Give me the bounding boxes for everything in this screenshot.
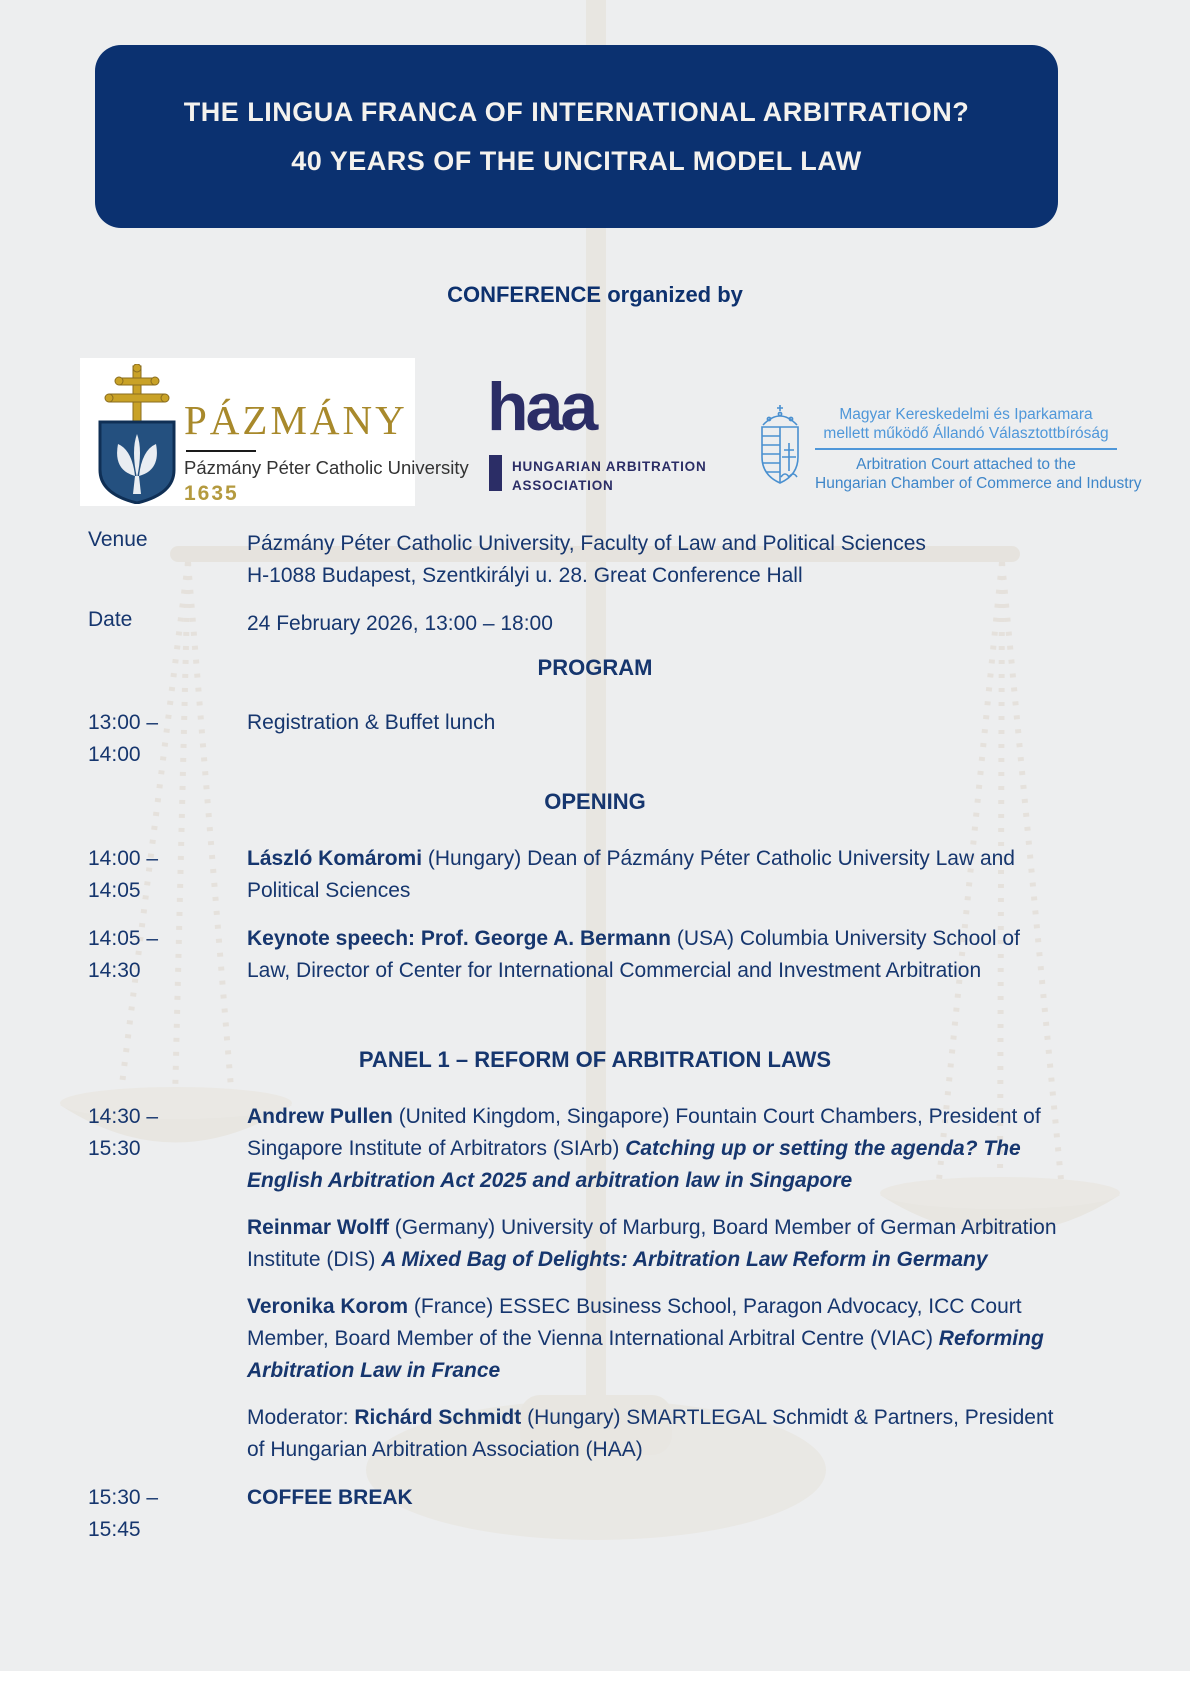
pazmany-logo-text [184,397,469,506]
haa-wordmark: haa [487,369,596,445]
program-row [88,1482,1088,1546]
session-description: Registration & Buffet lunch [247,711,496,734]
venue-line1: Pázmány Péter Catholic University, Faculty of Law and Political Sciences [247,532,926,555]
conference-title-line2: 40 YEARS OF THE UNCITRAL MODEL LAW [291,145,862,176]
pazmany-founding-year: 1635 [184,482,239,505]
pazmany-divider [186,450,256,452]
haa-caption [512,457,727,495]
session-time: 14:05 – 14:30 [88,927,159,982]
chamber-name-en-line1: Arbitration Court attached to the [856,456,1076,473]
session-time: 15:30 – 15:45 [88,1486,159,1541]
venue-line2: H-1088 Budapest, Szentkirályi u. 28. Great Conference Hall [247,564,803,587]
session-description: Keynote speech: Prof. George A. Bermann (USA) Columbia University School of Law, Director of Center for International Commercial and Investment Arbitration [247,927,1020,982]
venue-value [247,528,1057,592]
program-row [88,923,1088,995]
program-section-heading: OPENING [544,789,646,814]
session-time: 14:30 – 15:30 [88,1105,159,1160]
chamber-name-en-line2: Hungarian Chamber of Commerce and Industry [815,475,1142,492]
date-row [88,608,1088,640]
pazmany-university-name: Pázmány Péter Catholic University [184,457,469,478]
date-label: Date [88,608,133,631]
chamber-logo-text [815,405,1142,493]
haa-caption-line1: HUNGARIAN ARBITRATION [512,459,707,474]
conference-title-line1: THE LINGUA FRANCA OF INTERNATIONAL ARBITRATION? [183,96,970,127]
organizer-logos [0,355,1190,530]
program-section [88,655,1088,1554]
venue-label: Venue [88,528,148,551]
pazmany-crest-icon [94,364,180,504]
title-banner [95,45,1058,228]
program-row [88,707,1088,771]
haa-caption-line2: ASSOCIATION [512,478,614,493]
hungarian-coat-of-arms-icon [757,403,803,489]
haa-logo [487,369,727,495]
event-details [88,528,1088,656]
chamber-divider [815,448,1117,450]
pazmany-wordmark: PÁZMÁNY [184,397,408,443]
program-row [88,843,1088,915]
haa-logo-bar [489,455,502,491]
session-time: 14:00 – 14:05 [88,847,159,902]
date-value: 24 February 2026, 13:00 – 18:00 [247,612,553,635]
chamber-name-hu-line2: mellett működő Állandó Választottbíróság [823,425,1109,442]
organized-by-text: CONFERENCE organized by [447,282,743,307]
chamber-name-hu-line1: Magyar Kereskedelmi és Iparkamara [839,406,1093,423]
program-section-heading: PANEL 1 – REFORM OF ARBITRATION LAWS [358,1047,832,1072]
bottom-margin-strip [0,1671,1190,1683]
session-description: COFFEE BREAK [247,1486,413,1509]
session-description: László Komáromi (Hungary) Dean of Pázmány Péter Catholic University Law and Political Sciences [247,847,1015,902]
session-time: 13:00 – 14:00 [88,711,159,766]
session-description: Andrew Pullen (United Kingdom, Singapore) Fountain Court Chambers, President of Singapore Institute of Arbitrators (SIArb) Catching up or setting the agenda? The English Arbitration Act 2025 and arbitration law in Singapore Reinmar Wolff (Germany) University of Marburg, Board Member of German Arbitration Institute (DIS) A Mixed Bag of Delights: Arbitration Law Reform in Germany Veronika Korom (France) ESSEC Business School, Paragon Advocacy, ICC Court Member, Board Member of the Vienna International Arbitral Centre (VIAC) Reforming Arbitration Law in France Moderator: Richárd Schmidt (Hungary) SMARTLEGAL Schmidt & Partners, President of Hungarian Arbitration Association (HAA) [247,1105,1057,1461]
venue-row [88,528,1088,592]
pazmany-logo [80,358,469,506]
program-row [88,1101,1088,1474]
chamber-logo [757,403,1142,493]
program-title: PROGRAM [537,655,653,680]
program-rows [88,707,1088,1546]
